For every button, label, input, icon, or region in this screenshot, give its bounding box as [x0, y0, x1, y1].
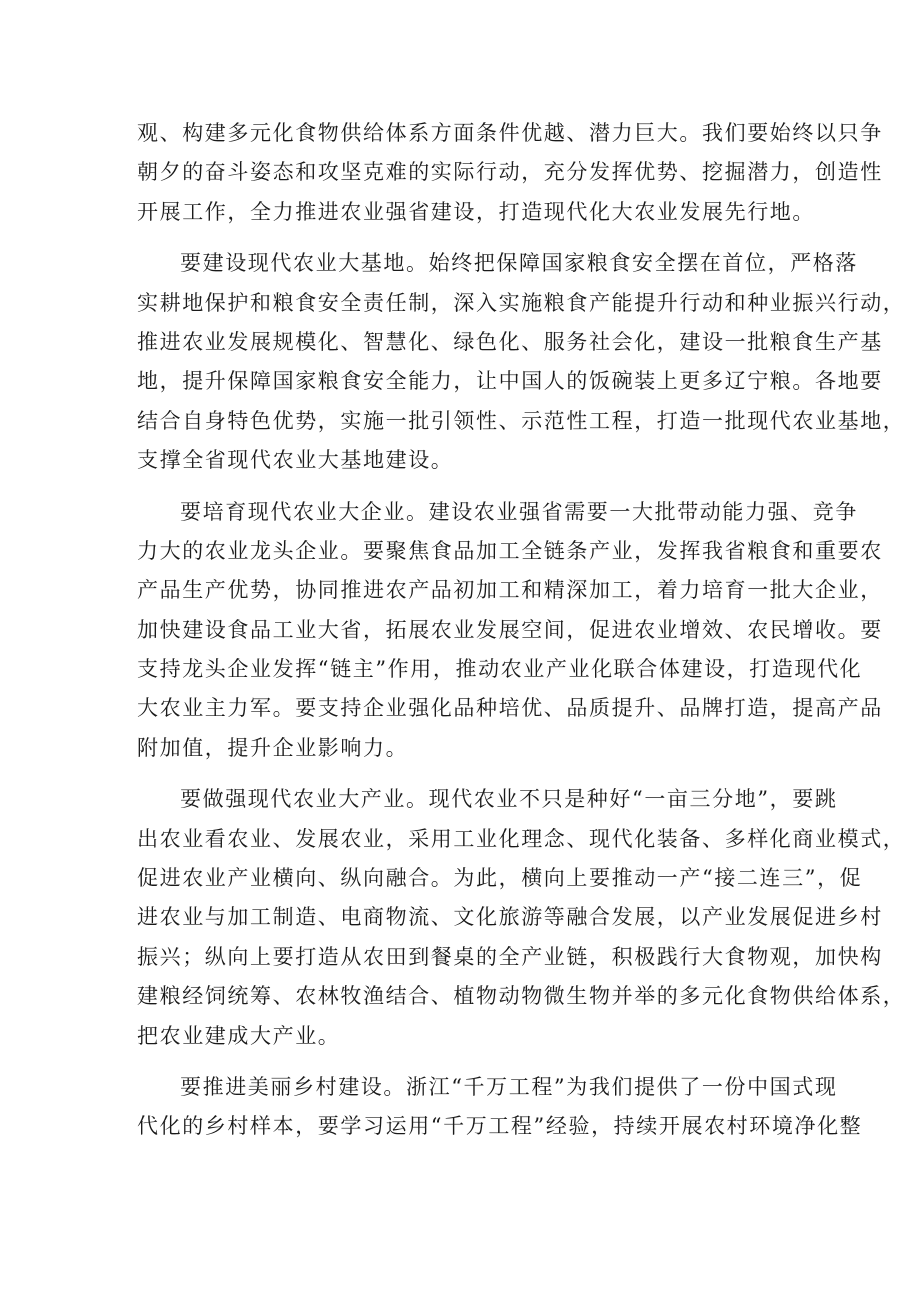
text-line: 力大的农业龙头企业。要聚焦食品加工全链条产业，发挥我省粮食和重要农	[137, 538, 883, 563]
text-line: 大农业主力军。要支持企业强化品种培优、品质提升、品牌打造，提高产品	[137, 696, 883, 721]
text-line: 朝夕的奋斗姿态和攻坚克难的实际行动，充分发挥优势、挖掘潜力，创造性	[137, 160, 883, 185]
text-line: 建粮经饲统筹、农林牧渔结合、植物动物微生物并举的多元化食物供给体系，	[137, 984, 906, 1009]
text-line: 推进农业发展规模化、智慧化、绿色化、服务社会化，建设一批粮食生产基	[137, 329, 883, 354]
text-line: 加快建设食品工业大省，拓展农业发展空间，促进农业增效、农民增收。要	[137, 617, 883, 642]
text-line: 产品生产优势，协同推进农产品初加工和精深加工，着力培育一批大企业，	[137, 578, 883, 603]
text-line: 支撑全省现代农业大基地建设。	[137, 448, 454, 473]
text-line: 把农业建成大产业。	[137, 1023, 341, 1048]
paragraph	[137, 780, 906, 1056]
paragraph-gap	[137, 1056, 797, 1068]
text-line: 代化的乡村样本，要学习运用“千万工程”经验，持续开展农村环境净化整	[137, 1114, 863, 1139]
text-line: 振兴；纵向上要打造从农田到餐桌的全产业链，积极践行大食物观，加快构	[137, 944, 883, 969]
paragraph	[137, 493, 883, 769]
text-line: 出农业看农业、发展农业，采用工业化理念、现代化装备、多样化商业模式，	[137, 826, 906, 851]
text-line: 要培育现代农业大企业。建设农业强省需要一大批带动能力强、竞争	[180, 499, 858, 524]
text-line: 要做强现代农业大产业。现代农业不只是种好“一亩三分地”，要跳	[180, 787, 838, 812]
text-line: 结合自身特色优势，实施一批引领性、示范性工程，打造一批现代农业基地，	[137, 408, 906, 433]
text-line: 地，提升保障国家粮食安全能力，让中国人的饭碗装上更多辽宁粮。各地要	[137, 369, 883, 394]
text-line: 要推进美丽乡村建设。浙江“千万工程”为我们提供了一份中国式现	[180, 1074, 838, 1099]
text-line: 附加值，提升企业影响力。	[137, 735, 409, 760]
paragraph	[137, 1068, 863, 1147]
text-line: 要建设现代农业大基地。始终把保障国家粮食安全摆在首位，严格落	[180, 251, 858, 276]
document-body	[137, 114, 906, 1147]
text-line: 进农业与加工制造、电商物流、文化旅游等融合发展，以产业发展促进乡村	[137, 905, 883, 930]
text-line: 促进农业产业横向、纵向融合。为此，横向上要推动一产“接二连三”，促	[137, 866, 863, 891]
paragraph	[137, 114, 883, 232]
paragraph-gap	[137, 768, 797, 780]
text-line: 观、构建多元化食物供给体系方面条件优越、潜力巨大。我们要始终以只争	[137, 121, 883, 145]
paragraph	[137, 244, 906, 480]
text-line: 支持龙头企业发挥“链主”作用，推动农业产业化联合体建设，打造现代化	[137, 657, 863, 682]
paragraph-gap	[137, 481, 797, 493]
text-line: 实耕地保护和粮食安全责任制，深入实施粮食产能提升行动和种业振兴行动，	[137, 290, 906, 315]
paragraph-gap	[137, 232, 797, 244]
text-line: 开展工作，全力推进农业强省建设，打造现代化大农业发展先行地。	[137, 199, 815, 224]
